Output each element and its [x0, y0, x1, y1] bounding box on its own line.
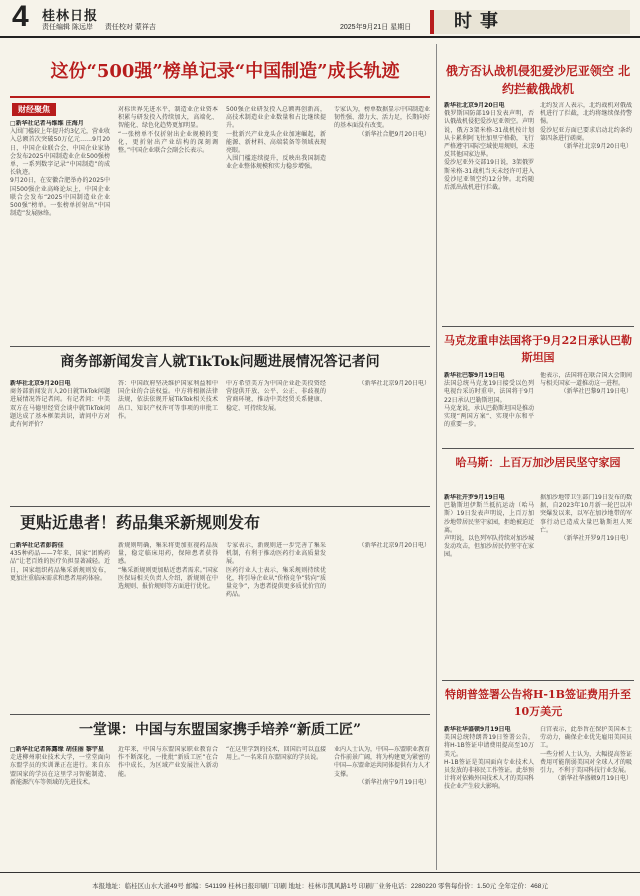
story2-dateline: （新华社北京9月20日电）	[358, 380, 430, 387]
divider-story2-top	[10, 346, 430, 347]
story1-p3: 对标世界先进水平，制造业企业资本积累与研发投入持续加大，高端化、智能化、绿色化趋势更加明显。	[118, 106, 218, 130]
story7-p1: 巴勒斯坦伊斯兰抵抗运动（哈马斯）19日发表声明说，上百万加沙地带居民坚守家园，拒绝被迫迁离。	[444, 502, 534, 534]
story5-headline[interactable]: 俄方否认战机侵犯爱沙尼亚领空 北约拦截俄战机	[445, 64, 631, 96]
story8-p3: 白宫表示，此举旨在保护美国本土劳动力，确保企业优先雇用美国员工。	[540, 726, 632, 750]
story3-dateline: （新华社北京9月20日电）	[358, 542, 430, 549]
story7-col2	[540, 494, 632, 674]
story1-col4	[334, 106, 430, 340]
story1-p5: 500强企业研发投入总额再创新高，高技术制造业企业数量和占比继续提升。	[226, 106, 326, 130]
story7-col1	[444, 494, 534, 674]
story6-dateline: （新华社巴黎9月19日电）	[560, 388, 632, 396]
story8-byline: 新华社华盛顿9月19日电	[444, 726, 511, 733]
story2-p2: 答：中国政府坚决维护国家利益和中国企业的合法权益。中方将根据法律法规，依法依规开展TikTok相关技术出口、知识产权许可等事项的审批工作。	[118, 380, 218, 420]
story5-byline: 新华社北京9月20日电	[444, 102, 505, 109]
story4-col1	[10, 746, 110, 868]
divider-main-right	[436, 44, 437, 870]
page-number: 4	[12, 0, 29, 33]
story4-p3: “在这里学到的技术，回国后可以直接用上。”一名来自东盟国家的学员说。	[226, 746, 326, 762]
story5-p2: 爱沙尼亚外交部19日说，3架俄罗斯米格-31战机当天未经许可进入爱沙尼亚领空约12分钟。北约随后派出战机进行拦截。	[444, 159, 534, 192]
story5-dateline: （新华社北京9月20日电）	[560, 143, 632, 151]
story3-p2: 新规则明确，集采将更加重视药品质量，稳定临床用药，保障患者获得感。	[118, 542, 218, 566]
story1-col3	[226, 106, 326, 340]
story3-p3: “集采新规则更加贴近患者需求。”国家医保局相关负责人介绍，新规则在中选规则、报价规则等方面进行优化。	[118, 566, 218, 591]
story8-dateline: （新华社华盛顿9月19日电）	[554, 775, 632, 783]
story6-p1: 法国总统马克龙19日接受以色列电视台采访时重申，法国将于9月22日承认巴勒斯坦国。	[444, 380, 534, 404]
story7-dateline: （新华社开罗9月19日电）	[560, 535, 632, 543]
story8-col1	[444, 726, 534, 868]
story6-p3: 他表示，法国将在联合国大会期间与相关国家一道推动这一进程。	[540, 372, 632, 388]
story4-byline: □新华社记者陈露缘 胡佳丽 黎宇星	[10, 746, 104, 753]
story2-col1	[10, 380, 110, 500]
story1-rule	[10, 96, 430, 98]
finance-tag: 财经聚焦	[12, 103, 56, 116]
story1-p1: 入围门槛较上年提升约3亿元，营业收入总额首次突破50万亿元……9月20日，中国企业联合会、中国企业家协会发布2025中国制造业企业500强榜单，一系列数字记录“中国制造”的成长轨迹。	[10, 128, 110, 177]
story2-col3	[226, 380, 326, 500]
story1-col2	[118, 106, 218, 340]
story6-p2: 马克龙说，承认巴勒斯坦国是推动实现“两国方案”、实现中东和平的重要一步。	[444, 404, 534, 429]
story6-col2	[540, 372, 632, 444]
story7-p3: 据加沙地带卫生部门19日发布的数据，自2023年10月新一轮巴以冲突爆发以来，以军在加沙地带的军事行动已造成大量巴勒斯坦人死亡。	[540, 494, 632, 534]
story1-p7: 入围门槛连续提升，反映出我国制造业企业整体规模和实力稳步增强。	[226, 155, 326, 171]
story8-p4: 一些分析人士认为，大幅提高签证费用可能削弱美国对全球人才的吸引力，不利于美国科技行业发展。	[540, 750, 632, 775]
story1-p6: 一批新兴产业龙头企业加速崛起，新能源、新材料、高端装备等领域表现亮眼。	[226, 130, 326, 155]
story8-p2: H-1B签证是美国面向专业技术人员发放的非移民工作签证。此举预计将对依赖外国技术人才的美国科技企业产生较大影响。	[444, 758, 534, 791]
story7-byline: 新华社开罗9月19日电	[444, 494, 505, 501]
story3-col2	[118, 542, 218, 708]
story3-col1	[10, 542, 110, 708]
story3-p4: 专家表示，新规则进一步完善了集采机制，有利于推动医药行业高质量发展。	[226, 542, 326, 566]
story4-p4: 业内人士认为，中国—东盟职业教育合作前景广阔，将为构建更为紧密的中国—东盟命运共同体提供有力人才支撑。	[334, 746, 430, 778]
story1-p4: “一张榜单不仅折射出企业规模的变化，更折射出产业结构的深刻调整。”中国企业联合会副会长表示。	[118, 130, 218, 155]
story1-headline[interactable]: 这份“500强”榜单记录“中国制造”成长轨迹	[50, 61, 400, 82]
story2-col4	[334, 380, 430, 500]
story1-col1	[10, 120, 110, 340]
story5-col2	[540, 102, 632, 322]
paper-name: 桂林日报	[42, 9, 99, 24]
story4-col4	[334, 746, 430, 868]
story5-p3: 北约发言人表示，北约战机对俄战机进行了拦截，北约将继续保持警惕。	[540, 102, 632, 126]
story3-p1: 435种药品——7年来，国家“团购药品”让老百姓的医疗负担显著减轻。近日，国家组织药品集采新规则发布，更加注重临床需求和患者用药体验。	[10, 550, 110, 582]
story4-dateline: （新华社南宁9月19日电）	[358, 778, 430, 786]
story7-p2: 声明说，以色列军队持续对加沙城发动攻击，但加沙居民仍坚守在家园。	[444, 535, 534, 559]
story3-headline[interactable]: 更贴近患者！药品集采新规则发布	[20, 513, 261, 532]
story5-p4: 爱沙尼亚方面已要求启动北约条约第四条进行磋商。	[540, 126, 632, 142]
story2-col2	[118, 380, 218, 500]
section-title: 时事	[430, 10, 630, 34]
responsible-editor: 责任编辑 陈远岸	[42, 24, 93, 31]
story5-p1: 俄罗斯国防部19日发表声明，否认俄战机侵犯爱沙尼亚领空。声明说，俄方3架米格-31战机按计划从卡累利阿飞往加里宁格勒，飞行严格遵守国际空域使用规则，未违反其他国家边界。	[444, 110, 534, 159]
story5-col1	[444, 102, 534, 322]
footer: 本报地址：临桂区山水大道49号 邮编：541199 桂林日报印刷厂印刷 地址：桂林市凯风路1号 印刷厂业务电话：2280220 零售每份价：1.50元 全年定价：468元	[0, 872, 640, 896]
story4-col2	[118, 746, 218, 868]
responsible-proofreader: 责任校对 蒙祥吉	[104, 24, 156, 31]
story3-col4	[334, 542, 430, 708]
story3-col3	[226, 542, 326, 708]
divider-story4-top	[10, 714, 430, 715]
divider-story6	[442, 448, 634, 449]
story3-byline: □新华社记者彭韵佳	[10, 542, 64, 549]
story6-col1	[444, 372, 534, 444]
story6-headline[interactable]: 马克龙重申法国将于9月22日承认巴勒斯坦国	[444, 334, 632, 364]
editors-line	[42, 22, 166, 32]
story2-headline[interactable]: 商务部新闻发言人就TikTok问题进展情况答记者问	[60, 354, 380, 370]
divider-story5	[442, 326, 634, 327]
story1-p8: 专家认为，榜单数据显示中国制造业韧性强、潜力大、活力足，长期向好的基本面没有改变。	[334, 106, 430, 130]
story2-p3: 中方希望美方为中国企业赴美投资经营提供开放、公平、公正、非歧视的营商环境，推动中美经贸关系健康、稳定、可持续发展。	[226, 380, 326, 412]
story4-headline[interactable]: 一堂课：中国与东盟国家携手培养“新质工匠”	[78, 722, 362, 738]
issue-date: 2025年9月21日 星期日	[340, 24, 412, 31]
masthead	[0, 0, 640, 38]
story1-dateline: （新华社合肥9月20日电）	[358, 130, 430, 138]
story8-p1: 美国总统特朗普19日签署公告，将H-1B签证申请费用提高至10万美元。	[444, 734, 534, 758]
story2-p1: 商务部新闻发言人20日就TikTok问题进展情况答记者问。有记者问：中美双方在马德里经贸会谈中就TikTok问题达成了基本框架共识，请问中方对此有何评价？	[10, 388, 110, 429]
story1-byline: □新华社记者马维维 庄海月	[10, 120, 84, 127]
story8-headline[interactable]: 特朗普签署公告将H-1B签证费用升至10万美元	[445, 688, 631, 718]
story7-headline[interactable]: 哈马斯：上百万加沙居民坚守家园	[455, 456, 621, 469]
story4-p2: 近年来，中国与东盟国家职业教育合作不断深化，一批批“新质工匠”在合作中成长，为区域产业发展注入新动能。	[118, 746, 218, 778]
divider-story3-top	[10, 506, 430, 507]
story2-byline: 新华社北京9月20日电	[10, 380, 71, 387]
story4-col3	[226, 746, 326, 868]
story8-col2	[540, 726, 632, 868]
story3-p5: 医药行业人士表示，集采规则持续优化，将引导企业从“价格竞争”转向“质量竞争”，为患者提供更多质优价宜的药品。	[226, 566, 326, 599]
story1-p2: 9月20日，在安徽合肥举办的2025中国500强企业高峰论坛上，中国企业联合会发布“2025中国制造业企业500强”榜单。一张榜单折射出“中国制造”发展脉络。	[10, 177, 110, 218]
story4-p1: 走进柳州职业技术大学，一堂堂面向东盟学员的实训课正在进行。来自东盟国家的学员在这里学习智能制造、新能源汽车等领域的先进技术。	[10, 754, 110, 786]
story6-byline: 新华社巴黎9月19日电	[444, 372, 505, 379]
divider-story7	[442, 680, 634, 681]
